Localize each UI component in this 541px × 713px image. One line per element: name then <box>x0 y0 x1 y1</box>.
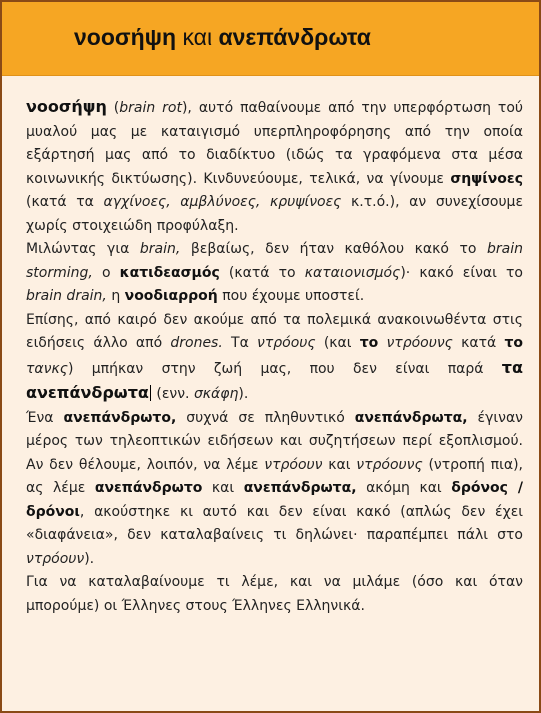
text-run: ). <box>238 386 249 402</box>
italic-run: drones. <box>170 335 223 351</box>
bold-term: ανεπάνδρωτο <box>94 480 203 496</box>
text-run: έγιναν μέρος των τηλεοπτικών ειδήσεων και συζητήσεων περί εξοπλισμού. Αν δεν θέλουμε, λοιπόν, να λέμε <box>26 409 523 473</box>
italic-run: brain storming, <box>26 241 524 281</box>
italic-run: καταιονισμός <box>304 264 401 281</box>
text-run: Μιλώντας για <box>26 241 140 257</box>
text-run: (ενν. <box>151 386 194 402</box>
italic-run: ντρόουν <box>26 550 85 567</box>
paragraph-4 <box>26 407 523 572</box>
title-conjunction: και <box>176 24 219 50</box>
lead-term: νοοσήψη <box>26 97 107 116</box>
text-run: που έχουμε υποστεί. <box>217 288 365 304</box>
paragraph-3 <box>26 309 523 407</box>
title-bar <box>2 2 539 76</box>
bold-term: δρόνος / δρόνοι <box>26 480 523 520</box>
article-body <box>26 95 523 618</box>
bold-term: ανεπάνδρωτο, <box>63 409 177 426</box>
text-run: κατά <box>452 335 505 351</box>
text-run: ). <box>84 550 95 567</box>
text-run: (κατά τα <box>26 194 104 210</box>
text-run: ) μπήκαν στην ζωή μας, που δεν είναι παρά <box>67 360 502 377</box>
italic-run: σκάφη <box>193 386 239 402</box>
title-term-1: νοοσήψη <box>74 24 177 50</box>
text-run: βεβαίως, δεν ήταν καθόλου κακό το <box>180 241 488 257</box>
bold-term: κατιδεασμός <box>119 264 220 281</box>
text-run: κ.τ.ό.), αν συνεχίσουμε χωρίς στοιχειώδη προφύλαξη. <box>26 194 524 234</box>
text-run: η <box>106 288 125 304</box>
bold-term: το <box>504 335 524 351</box>
italic-run: brain drain, <box>26 288 107 304</box>
title-term-2: ανεπάνδρωτα <box>218 24 371 50</box>
italic-run: ντρόουνς <box>386 335 453 351</box>
italic-run: ντρόους <box>257 335 316 351</box>
text-run: Τα <box>222 335 258 351</box>
bold-term: σηψίνοες <box>450 170 523 187</box>
text-run: ακόμη και <box>356 480 452 496</box>
bold-term: ανεπάνδρωτα, <box>243 480 357 496</box>
text-run: συχνά σε πληθυντικό <box>176 409 355 426</box>
bold-term: νοοδιαρροή <box>124 288 218 304</box>
text-run: και <box>202 480 244 496</box>
paragraph-1 <box>26 95 523 238</box>
text-run: ( <box>106 100 120 116</box>
italic-run: brain, <box>139 241 181 257</box>
paragraph-5 <box>26 571 523 618</box>
text-run: , ακούστηκε κι αυτό και δεν είναι κακό (απλώς δεν έχει «διαφάνεια», δεν καταλαβαίνεις τι δηλώνει· παραπέμπει πάλι στο <box>26 503 523 543</box>
page-title <box>74 24 371 51</box>
italic-run: αγχίνοες, αμβλύνοες, κρυψίνοες <box>103 194 342 210</box>
bold-term: ανεπάνδρωτα, <box>354 409 468 426</box>
text-run: ο <box>92 264 120 281</box>
italic-run: brain rot <box>119 100 182 116</box>
text-run: Για να καταλαβαίνουμε τι λέμε, και να μιλάμε (όσο και όταν μπορούμε) οι Έλληνες στους Έλληνες Ελληνικά. <box>26 574 523 614</box>
text-run: (και <box>315 335 360 351</box>
text-run: και <box>322 456 357 473</box>
text-run: (κατά το <box>219 264 305 281</box>
bold-term: τα ανεπάνδρωτα <box>26 357 523 402</box>
italic-run: τανκς <box>26 360 68 377</box>
paragraph-2 <box>26 238 523 309</box>
text-run: Επίσης, από καιρό δεν ακούμε από τα πολεμικά ανακοινωθέντα στις ειδήσεις άλλο από <box>26 311 523 351</box>
text-run: )· κακό είναι το <box>400 264 523 281</box>
text-run: ), αυτό παθαίνουμε από την υπερφόρτωση τού μυαλού μας με καταιγισμό υπερπληροφόρησης από την οποία εξάρτησή μας από το διαδίκτυο (ιδώς τα γραφόμενα στα μέσα κοινωνικής δικτύωσης). Κινδυνεύουμε, τελικά, να γίνουμε <box>26 100 523 187</box>
text-run: Ένα <box>26 409 64 426</box>
italic-run: ντρόουν <box>264 456 323 473</box>
italic-run: ντρόουνς <box>356 456 423 473</box>
text-run: (ντροπή πια), ας λέμε <box>26 456 523 496</box>
text-cursor <box>150 385 151 401</box>
bold-term: το <box>359 335 379 351</box>
